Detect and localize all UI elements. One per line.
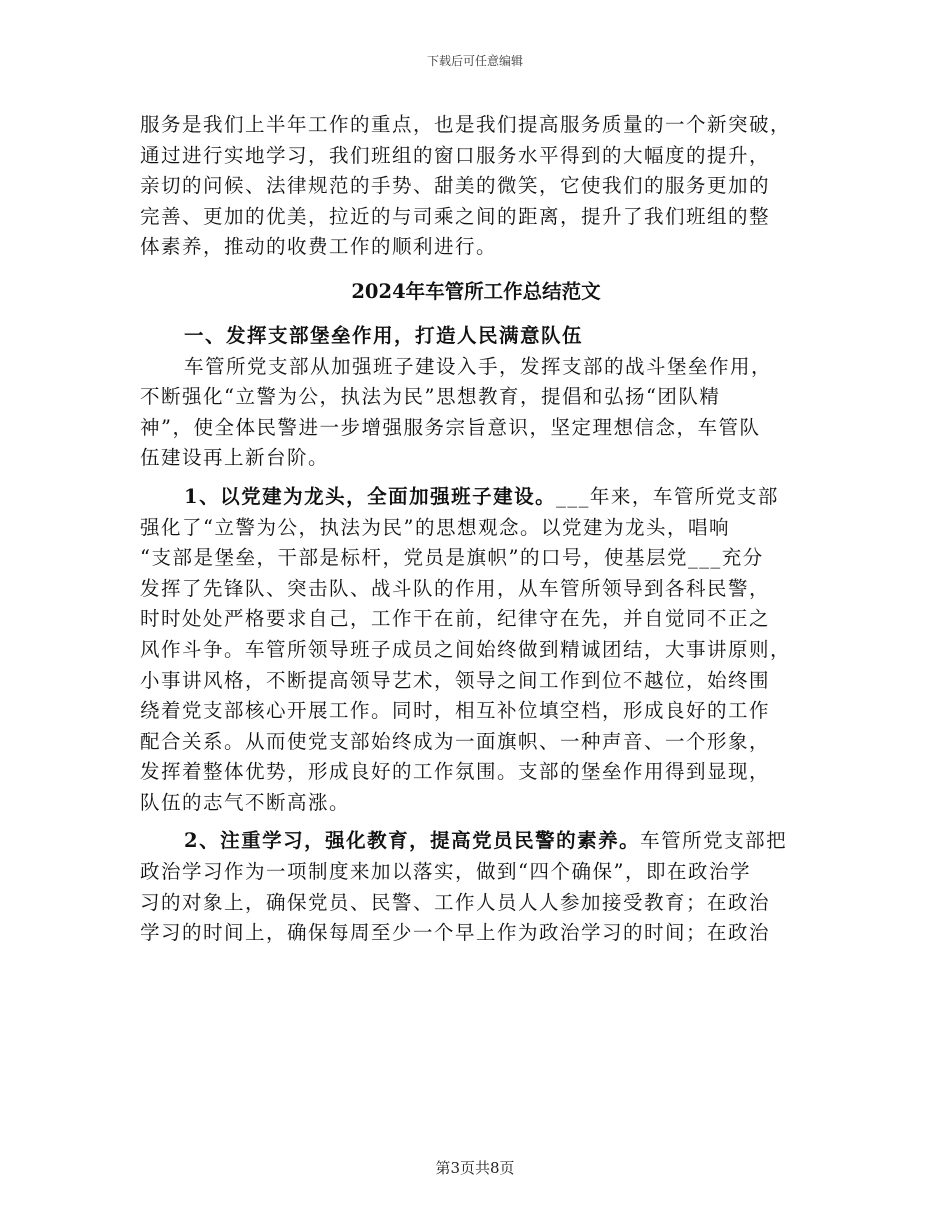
item-2-lead-text: 车管所党支部把 bbox=[640, 829, 788, 853]
item-1-paragraph bbox=[140, 482, 812, 819]
text-line: 学习的时间上，确保每周至少一个早上作为政治学习的时间；在政治 bbox=[140, 921, 771, 945]
item-1-heading: 1、以党建为龙头，全面加强班子建设。 bbox=[184, 484, 557, 508]
page-number-footer: 第3页共8页 bbox=[435, 1159, 515, 1177]
text-line: 发挥了先锋队、突击队、战斗队的作用，从车管所领导到各科民警， bbox=[140, 576, 771, 600]
text-line: 服务是我们上半年工作的重点，也是我们提高服务质量的一个新突破， bbox=[140, 113, 792, 136]
text-line: 伍建设再上新台阶。 bbox=[140, 446, 330, 470]
item-2-first-line bbox=[140, 826, 812, 857]
text-line: 小事讲风格，不断提高领导艺术，领导之间工作到位不越位，始终围 bbox=[140, 668, 771, 692]
document-body bbox=[140, 110, 812, 949]
text-line: 绕着党支部核心开展工作。同时，相互补位填空档，形成良好的工作 bbox=[140, 699, 771, 723]
text-line: 风作斗争。车管所领导班子成员之间始终做到精诚团结，大事讲原则， bbox=[140, 637, 792, 661]
text-line: 通过进行实地学习，我们班组的窗口服务水平得到的大幅度的提升， bbox=[140, 143, 771, 167]
text-line: 体素养，推动的收费工作的顺利进行。 bbox=[140, 235, 498, 259]
section-heading-1: 一、发挥支部堡垒作用，打造人民满意队伍 bbox=[184, 323, 584, 347]
text-line: “支部是堡垒，干部是标杆，党员是旗帜”的口号，使基层党___充分 bbox=[140, 546, 764, 570]
item-2-paragraph bbox=[140, 826, 812, 948]
text-line: 不断强化“立警为公，执法为民”思想教育，提倡和弘扬“团队精 bbox=[140, 385, 721, 409]
document-title: 2024年车管所工作总结范文 bbox=[351, 279, 601, 303]
text-line: 完善、更加的优美，拉近的与司乘之间的距离，提升了我们班组的整 bbox=[140, 204, 771, 228]
text-line: 强化了“立警为公，执法为民”的思想观念。以党建为龙头，唱响 bbox=[140, 515, 730, 539]
text-line: 配合关系。从而使党支部始终成为一面旗帜、一种声音、一个形象， bbox=[140, 729, 771, 753]
text-line: 车管所党支部从加强班子建设入手，发挥支部的战斗堡垒作用， bbox=[184, 354, 773, 378]
text-line: 时时处处严格要求自己，工作干在前，纪律守在先，并自觉同不正之 bbox=[140, 607, 771, 631]
text-line: 神”，使全体民警进一步增强服务宗旨意识，坚定理想信念，车管队 bbox=[140, 415, 761, 439]
page-header-note: 下载后可任意编辑 bbox=[426, 54, 523, 68]
continuation-paragraph bbox=[140, 110, 812, 263]
text-line: 政治学习作为一项制度来加以落实，做到“四个确保”，即在政治学 bbox=[140, 860, 751, 884]
item-2-heading: 2、注重学习，强化教育，提高党员民警的素养。 bbox=[184, 829, 641, 853]
section-1-paragraph bbox=[140, 352, 812, 474]
item-1-lead-text: ___年来，车管所党支部 bbox=[556, 484, 779, 508]
text-line: 亲切的问候、法律规范的手势、甜美的微笑，它使我们的服务更加的 bbox=[140, 174, 771, 198]
text-line: 队伍的志气不断高涨。 bbox=[140, 790, 351, 814]
text-line: 习的对象上，确保党员、民警、工作人员人人参加接受教育；在政治 bbox=[140, 890, 771, 914]
item-1-first-line bbox=[140, 482, 812, 513]
text-line: 发挥着整体优势，形成良好的工作氛围。支部的堡垒作用得到显现， bbox=[140, 760, 771, 784]
